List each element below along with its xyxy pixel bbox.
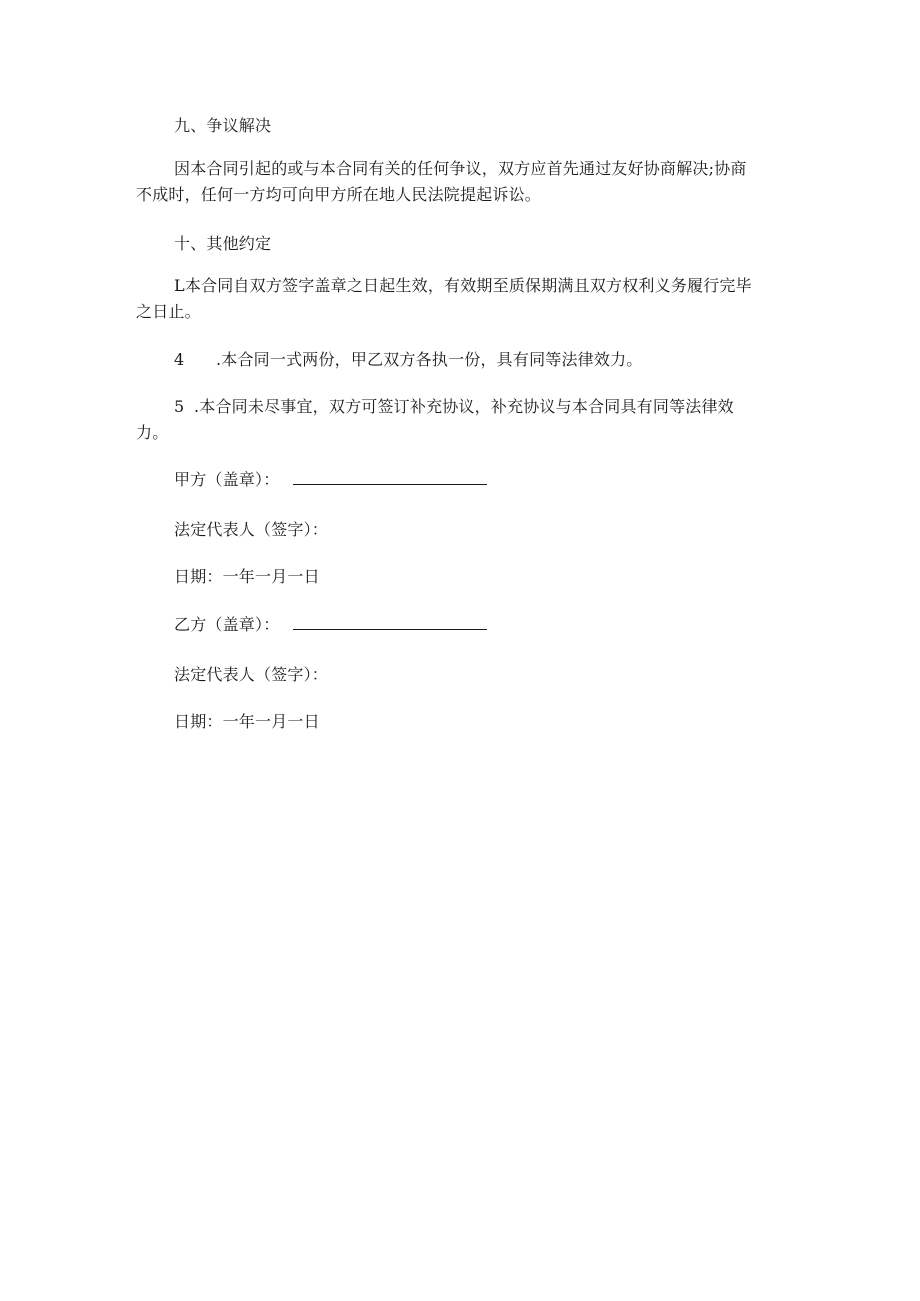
section-10-item-5-line-1	[174, 394, 786, 420]
section-10-item-5	[136, 394, 786, 446]
section-9-paragraph	[136, 156, 786, 208]
party-b-date-label: 日期：一年一月一日	[174, 712, 320, 731]
section-10-item-1-line-1: L本合同自双方签字盖章之日起生效，有效期至质保期满且双方权利义务履行完毕	[174, 276, 752, 295]
section-9-paragraph-line-2: 不成时，任何一方均可向甲方所在地人民法院提起诉讼。	[136, 185, 542, 204]
section-10-item-5-text: .本合同未尽事宜，双方可签订补充协议，补充协议与本合同具有同等法律效	[194, 397, 734, 416]
section-9-paragraph-line-1: 因本合同引起的或与本合同有关的任何争议，双方应首先通过友好协商解决;协商	[174, 159, 747, 178]
section-10-item-1	[136, 273, 786, 325]
section-10-heading: 十、其他约定	[174, 234, 272, 253]
party-a-seal-blank[interactable]	[293, 470, 487, 485]
party-a-date-label: 日期：一年一月一日	[174, 567, 320, 586]
party-a-representative-label: 法定代表人（签字）：	[174, 520, 329, 539]
party-a-seal-label: 甲方（盖章）：	[174, 470, 280, 489]
section-10-item-4	[174, 349, 643, 371]
section-10-item-1-line-2: 之日止。	[136, 302, 201, 321]
party-a-seal-row	[174, 469, 487, 491]
party-b-seal-row	[174, 614, 487, 636]
section-10-item-4-number: 4	[174, 350, 185, 369]
section-10-item-5-number: 5	[174, 397, 185, 416]
party-b-representative-label: 法定代表人（签字）：	[174, 665, 329, 684]
section-9-heading: 九、争议解决	[174, 116, 272, 135]
section-10-item-5-line-2: 力。	[136, 423, 169, 442]
section-10-item-4-text: .本合同一式两份，甲乙双方各执一份，具有同等法律效力。	[216, 350, 643, 369]
party-b-seal-blank[interactable]	[293, 615, 487, 630]
party-b-seal-label: 乙方（盖章）：	[174, 615, 280, 634]
